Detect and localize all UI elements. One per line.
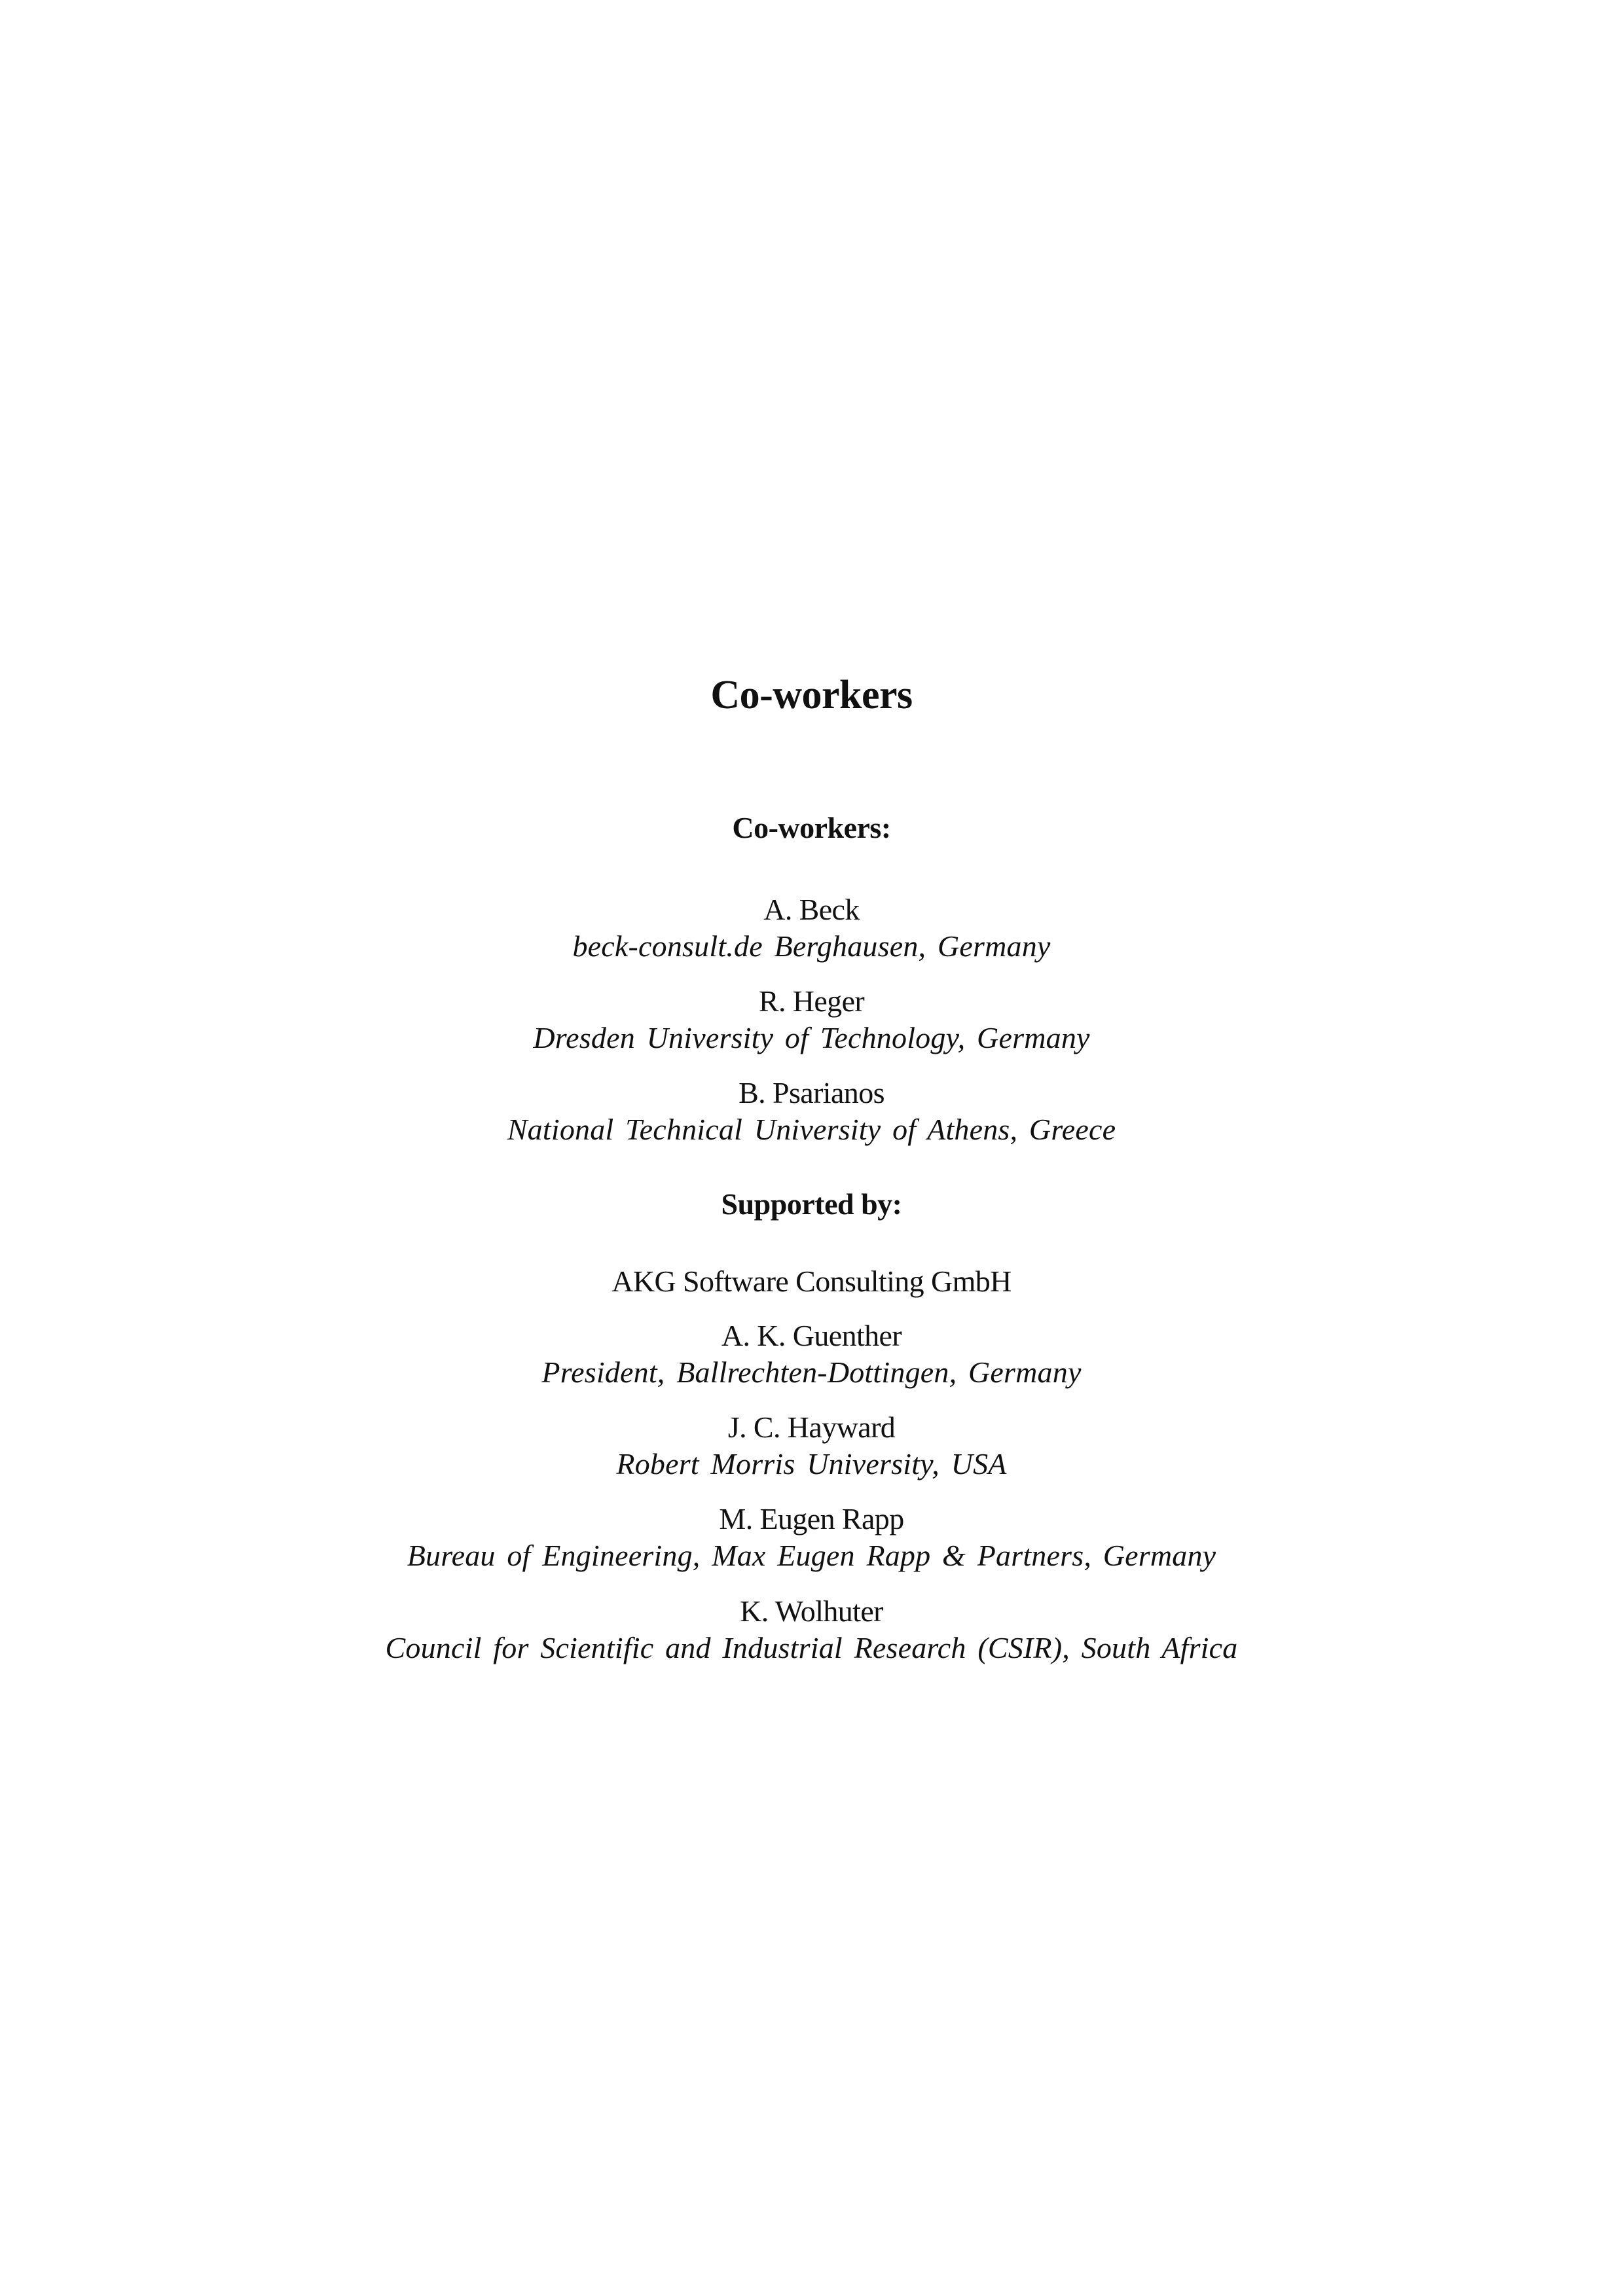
supported-by-heading: Supported by: [721,1187,902,1221]
coworker-name: A. Beck [763,893,860,926]
supporter-name: J. C. Hayward [727,1410,896,1444]
coworker-name: B. Psarianos [739,1076,884,1109]
supporter-affiliation: President, Ballrechten-Dottingen, Germany [541,1355,1082,1389]
supporter-affiliation: Council for Scientific and Industrial Research (CSIR), South Africa [385,1631,1238,1664]
coworker-affiliation: Dresden University of Technology, Germany [533,1021,1090,1054]
coworker-name: R. Heger [758,984,865,1018]
supporter-name: M. Eugen Rapp [719,1502,904,1535]
supporter-affiliation: Bureau of Engineering, Max Eugen Rapp & Partners, Germany [407,1539,1216,1572]
supporting-company: AKG Software Consulting GmbH [611,1265,1012,1298]
coworker-affiliation: beck-consult.de Berghausen, Germany [572,929,1051,963]
supporter-name: K. Wolhuter [740,1594,883,1628]
coworkers-heading: Co-workers: [732,811,891,844]
page-title: Co-workers [710,673,913,717]
supporter-affiliation: Robert Morris University, USA [616,1447,1007,1480]
supporter-name: A. K. Guenther [721,1319,902,1352]
coworker-affiliation: National Technical University of Athens, Greece [507,1113,1116,1146]
